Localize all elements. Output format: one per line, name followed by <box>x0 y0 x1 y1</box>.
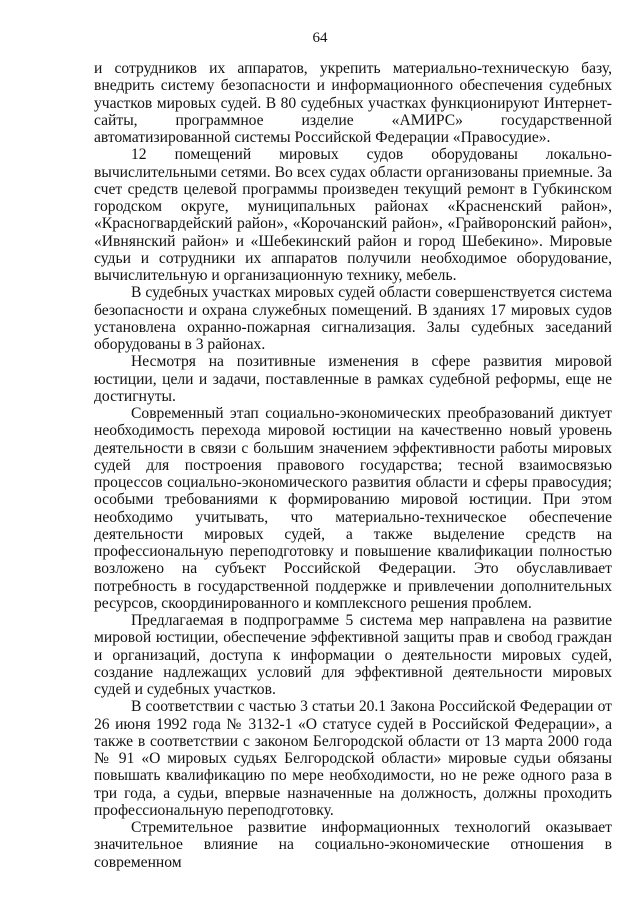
page-number: 64 <box>312 30 328 46</box>
paragraph-4: Несмотря на позитивные изменения в сфере развития мировой юстиции, цели и задачи, поставленные в рамках судебной реформы, еще не достигнуты. <box>94 353 612 405</box>
body-text <box>94 60 612 871</box>
paragraph-3: В судебных участках мировых судей области совершенствуется система безопасности и охрана служебных помещений. В зданиях 17 мировых судов установлена охранно-пожарная сигнализация. Залы судебных заседаний оборудованы в 3 районах. <box>94 284 612 353</box>
paragraph-2: 12 помещений мировых судов оборудованы локально-вычислительными сетями. Во всех судах области организованы приемные. За счет средств целевой программы произведен текущий ремонт в Губкинском городском округе, муниципальных районах «Красненский район», «Красногвардейский район», «Корочанский район», «Грайворонский район», «Ивнянский район» и «Шебекинский район и город Шебекино». Мировые судьи и сотрудники их аппаратов получили необходимое оборудование, вычислительную и организационную технику, мебель. <box>94 146 612 284</box>
paragraph-6: Предлагаемая в подпрограмме 5 система мер направлена на развитие мировой юстиции, обеспечение эффективной защиты прав и свобод граждан и организаций, доступа к информации о деятельности мировых судей, создание надлежащих условий для эффективной деятельности мировых судей и судебных участков. <box>94 612 612 698</box>
paragraph-1-continuation: и сотрудников их аппаратов, укрепить материально-техническую базу, внедрить систему безопасности и информационного обеспечения судебных участков мировых судей. В 80 судебных участках функционируют Интернет-сайты, программное изделие «АМИРС» государственной автоматизированной системы Российской Федерации «Правосудие». <box>94 60 612 146</box>
paragraph-8: Стремительное развитие информационных технологий оказывает значительное влияние на социально-экономические отношения в современном <box>94 819 612 871</box>
paragraph-5: Современный этап социально-экономических преобразований диктует необходимость перехода мировой юстиции на качественно новый уровень деятельности в связи с большим значением эффективности работы мировых судей для построения правового государства; тесной взаимосвязью процессов социально-экономического развития области и сферы правосудия; особыми требованиями к формированию мировой юстиции. При этом необходимо учитывать, что материально-техническое обеспечение деятельности мировых судей, а также выделение средств на профессиональную переподготовку и повышение квалификации полностью возложено на субъект Российской Федерации. Это обуславливает потребность в государственной поддержке и привлечении дополнительных ресурсов, скоординированного и комплексного решения проблем. <box>94 405 612 612</box>
paragraph-7: В соответствии с частью 3 статьи 20.1 Закона Российской Федерации от 26 июня 1992 года № 3132-1 «О статусе судей в Российской Федерации», а также в соответствии с законом Белгородской области от 13 марта 2000 года № 91 «О мировых судьях Белгородской области» мировые судьи обязаны повышать квалификацию по мере необходимости, но не реже одного раза в три года, а судьи, впервые назначенные на должность, должны проходить профессиональную переподготовку. <box>94 698 612 819</box>
